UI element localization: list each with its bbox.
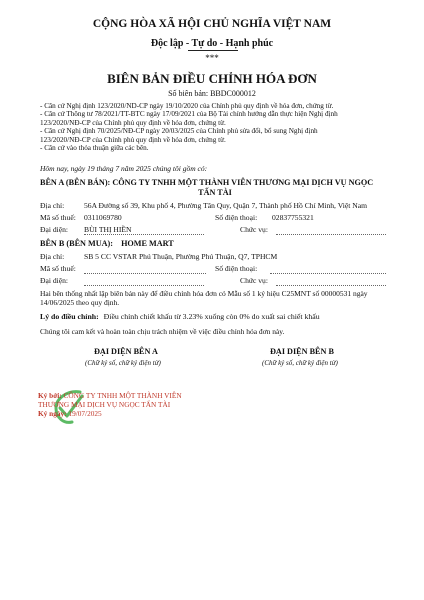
party-a-phone-label: Số điện thoại: bbox=[215, 213, 258, 222]
date-line: Hôm nay, ngày 19 tháng 7 năm 2025 chúng tôi gồm có: bbox=[40, 164, 208, 173]
party-b-address: SB 5 CC VSTAR Phú Thuận, Phường Phú Thuận, Q7, TPHCM bbox=[84, 252, 278, 261]
party-a-position-line bbox=[276, 234, 386, 235]
reason-label: Lý do điều chỉnh: bbox=[40, 312, 99, 321]
party-a-address: 56A Đường số 39, Khu phố 4, Phường Tân Quy, Quận 7, Thành phố Hồ Chí Minh, Việt Nam bbox=[84, 201, 367, 210]
basis-line: 123/2020/NĐ-CP của Chính phủ quy định về hóa đơn, chứng từ. bbox=[40, 118, 226, 127]
party-b-sign-title: ĐẠI DIỆN BÊN B bbox=[270, 347, 334, 356]
reason-row bbox=[40, 312, 390, 321]
party-b-rep-label: Đại diện: bbox=[40, 276, 69, 285]
party-a-phone: 02837755321 bbox=[272, 213, 314, 222]
party-a-heading: BÊN A (BÊN BÁN): bbox=[40, 178, 111, 187]
signed-date: 19/07/2025 bbox=[68, 409, 102, 418]
basis-line: - Căn cứ Nghị định 70/2025/NĐ-CP ngày 20/03/2025 của Chính phủ sửa đổi, bổ sung Nghị định bbox=[40, 127, 318, 136]
party-b-tax-label: Mã số thuế: bbox=[40, 264, 76, 273]
document-title: BIÊN BẢN ĐIỀU CHỈNH HÓA ĐƠN bbox=[107, 71, 317, 86]
digital-signature bbox=[38, 391, 258, 418]
party-a-tax-label: Mã số thuế: bbox=[40, 213, 76, 222]
party-a-tax-row bbox=[40, 213, 390, 224]
party-b-heading-block bbox=[40, 239, 390, 249]
party-a-tax: 0311069780 bbox=[84, 213, 122, 222]
party-b-position-label: Chức vụ: bbox=[240, 276, 268, 285]
agreement-line: Hai bên thống nhất lập biên bản này để điều chỉnh hóa đơn có Mẫu số 1 ký hiệu C25MNT số 00000531 ngày bbox=[40, 289, 368, 298]
reason-text: Điều chỉnh chiết khấu từ 3.23% xuống còn 0% do xuất sai chiết khấu bbox=[103, 312, 320, 321]
party-a-rep-label: Đại diện: bbox=[40, 225, 69, 234]
legal-basis bbox=[40, 102, 390, 152]
party-b-heading: BÊN B (BÊN MUA): bbox=[40, 239, 114, 248]
party-a-sign-title: ĐẠI DIỆN BÊN A bbox=[94, 347, 158, 356]
party-b-phone-line bbox=[270, 273, 386, 274]
party-a-address-label: Địa chỉ: bbox=[40, 201, 65, 210]
nation-heading: CỘNG HÒA XÃ HỘI CHỦ NGHĨA VIỆT NAM bbox=[92, 18, 332, 30]
party-b-rep-line bbox=[84, 285, 204, 286]
party-a-name-line2: TẤN TÀI bbox=[198, 188, 232, 197]
basis-line: - Căn cứ Thông tư 78/2021/TT-BTC ngày 17/09/2021 của Bộ Tài chính hướng dẫn thực hiện Nghị định bbox=[40, 110, 338, 119]
party-a-address-row bbox=[40, 201, 390, 212]
party-b-tax-line bbox=[84, 273, 206, 274]
signed-date-row bbox=[38, 409, 258, 418]
party-b-address-label: Địa chỉ: bbox=[40, 252, 65, 261]
basis-line: - Căn cứ Nghị định 123/2020/ND-CP ngày 19/10/2020 của Chính phủ quy định về hóa đơn, chứng từ. bbox=[40, 102, 334, 110]
signed-by-line2: THƯƠNG MẠI DỊCH VỤ NGỌC TẤN TÀI bbox=[38, 400, 171, 409]
party-b-tax-row bbox=[40, 264, 390, 275]
party-b-rep-row bbox=[40, 276, 390, 287]
basis-line: - Căn cứ vào thỏa thuận giữa các bên. bbox=[40, 144, 149, 153]
basis-line: 123/2020/NĐ-CP của Chính phủ quy định về hóa đơn, chứng từ. bbox=[40, 135, 226, 144]
motto-underline bbox=[188, 50, 238, 51]
party-a-rep-line bbox=[84, 234, 204, 235]
party-b-sign-note: (Chữ ký số, chữ ký điện tử) bbox=[262, 359, 338, 367]
document-number-value: BBDC000012 bbox=[210, 89, 256, 98]
party-a-rep: BÙI THỊ HIỀN bbox=[84, 225, 132, 234]
party-a-name-line1: CÔNG TY TNHH MỘT THÀNH VIÊN THƯƠNG MẠI DỊCH VỤ NGỌC bbox=[112, 178, 374, 187]
signed-date-label: Ký ngày: bbox=[38, 409, 67, 418]
stars: *** bbox=[205, 53, 219, 63]
signed-by-label: Ký bởi: bbox=[38, 391, 62, 400]
party-b-address-row bbox=[40, 252, 390, 263]
document-number bbox=[0, 89, 424, 98]
document-number-label: Số biên bản: bbox=[168, 89, 209, 98]
party-a-rep-row bbox=[40, 225, 390, 236]
party-b-phone-label: Số điện thoại: bbox=[215, 264, 258, 273]
party-a-sign-note: (Chữ ký số, chữ ký điện tử) bbox=[85, 359, 161, 367]
signed-by-line1: CÔNG TY TNHH MỘT THÀNH VIÊN bbox=[63, 391, 182, 400]
agreement-text bbox=[40, 289, 390, 307]
agreement-line: 14/06/2025 theo quy định. bbox=[40, 298, 120, 307]
party-a-position-label: Chức vụ: bbox=[240, 225, 268, 234]
motto: Độc lập - Tự do - Hạnh phúc bbox=[150, 38, 274, 49]
commitment-text: Chúng tôi cam kết và hoàn toàn chịu trách nhiệm về việc điều chỉnh hóa đơn này. bbox=[40, 327, 285, 336]
signed-by-row bbox=[38, 391, 258, 400]
party-b-position-line bbox=[276, 285, 386, 286]
party-b-name: HOME MART bbox=[121, 239, 174, 248]
party-a-heading-block bbox=[40, 178, 390, 188]
